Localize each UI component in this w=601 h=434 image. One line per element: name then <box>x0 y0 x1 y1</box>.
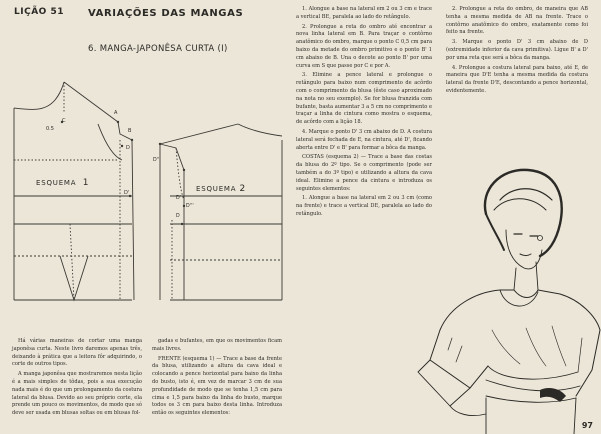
page-title: VARIAÇÕES DAS MANGAS <box>88 8 244 19</box>
esquema-1-word: ESQUEMA <box>36 179 77 187</box>
esquema-2-word: ESQUEMA <box>196 185 237 193</box>
section-subtitle: 6. MANGA-JAPONÊSA CURTA (I) <box>88 44 228 54</box>
point-label-b: B <box>128 128 132 134</box>
middle-paragraph-2: FRENTE (esquema 1) — Trace a base da frente da blusa, utilizando a altura da cava ideal e colocando a pence horizontal para baixo da linha do busto, isto é, em vez de marcar 3 cm de sua profundidade de modo que se tenha 1,5 cm para cima e 1,5 para baixo da linha do busto, marque todos os 3 cm para baixo desta linha. Introduza então os seguintes elementos: <box>152 355 282 417</box>
point-label-d-2: D <box>176 214 180 219</box>
front-step-2: 2. Prolongue a reta do ombro até encontrar a nova linha lateral em B. Para traçar o contôrno anatômico do ombro, marque o ponto C 0,5 cm para baixo da metade do ombro primitivo e o ponto B' 1 cm abaixo de B. Una o decote ao ponto B' por uma curva em S que passe por C e por A. <box>296 23 432 69</box>
intro-paragraph-2: A manga japonêsa que mostraremos nesta lição é a mais simples de tôdas, pois a sua execução nada mais é do que um prolongamento da costura lateral da blusa. Devido ao seu próprio corte, ela prende um pouco os movimentos, de modo que só deve ser usada em blusas soltas ou em blusas fol- <box>12 371 142 417</box>
back-intro: COSTAS (esquema 2) — Trace a base das costas da blusa do 2º tipo. Se o comprimento (pode ser também a do 3º tipo) e utilizando a altura da cava ideal. Elimine a pence da cintura e introduza os seguintes elementos: <box>296 154 432 192</box>
front-step-3: 3. Elimine a pence lateral e prolongue o retângulo para baixo num comprimento de acôrdo com o comprimento da blusa (êste caso aproximado na nota no seu exemplo). Se for blusa franzida com bufante, basta aumentar 3 a 5 cm no comprimento e traçar a linha de cintura como mostra o esquema, de acôrdo com a lição 18. <box>296 72 432 126</box>
back-step-3: 3. Marque o ponto D' 3 cm abaixo de D (extremidade inferior da cava primitiva). Ligue B' a D' por uma reta que será a bôca da manga. <box>446 39 588 61</box>
point-label-d-prime-2: D' <box>176 196 182 201</box>
lesson-label: LIÇÃO 51 <box>14 7 64 17</box>
point-label-0-5: 0.5 <box>46 126 54 132</box>
esquema-1-number: 1 <box>82 178 89 188</box>
back-step-2: 2. Prolongue a reta do ombro, de maneira que AB tenha a mesma medida de AB na frente. Trace o contôrno anatômico do ombro, exatamente como foi feito na frente. <box>446 6 588 36</box>
intro-paragraph-1: Há várias maneiras de cortar uma manga japonêsa curta. Neste livro daremos apenas três, deixando à prática que a leitora fôr adquirindo, o corte de outros tipos. <box>12 338 142 368</box>
front-step-1: 1. Alongue a base na lateral em 2 ou 3 cm e trace a vertical BE, paralela ao lado do retângulo. <box>296 6 432 20</box>
point-label-d-triple-prime: D''' <box>186 204 194 209</box>
back-step-1: 1. Alongue a base na lateral em 2 ou 3 cm (como na frente) e trace a vertical DE, paralela ao lado do retângulo. <box>296 195 432 217</box>
point-label-a: A <box>114 110 118 116</box>
point-label-d-prime: D' <box>124 190 130 196</box>
esquema-2-number: 2 <box>239 184 246 194</box>
front-step-4: 4. Marque o ponto D' 3 cm abaixo de D. A costura lateral será fechada de E, na cintura, até D', ficando aberta entre D' e B' para formar a bôca da manga. <box>296 128 432 151</box>
back-step-4: 4. Prolongue a costura lateral para baixo, até E, de maneira que D'E tenha a mesma medida da costura lateral da frente D'E, descontando a pence horizontal, evidentemente. <box>446 64 588 94</box>
page-number: 97 <box>581 421 593 430</box>
point-label-c: C <box>62 118 66 124</box>
middle-paragraph-1: gadas e bufantes, em que os movimentos ficam mais livres. <box>152 338 282 352</box>
point-label-d: D <box>126 145 130 151</box>
point-label-d-double-prime: D'' <box>153 158 160 163</box>
